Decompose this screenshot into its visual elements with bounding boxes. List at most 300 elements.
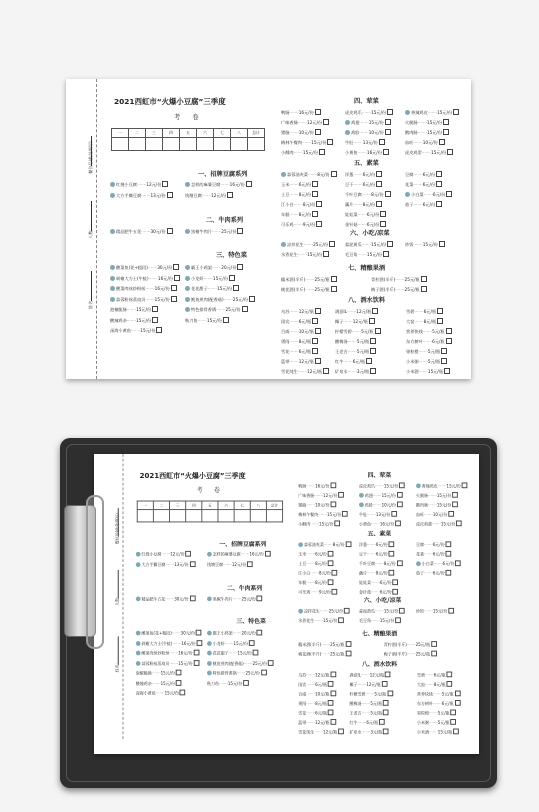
order-checkbox[interactable] bbox=[397, 502, 403, 508]
order-checkbox[interactable] bbox=[385, 191, 391, 197]
menu-item[interactable] bbox=[136, 561, 195, 567]
menu-item[interactable] bbox=[416, 492, 458, 498]
order-checkbox[interactable] bbox=[452, 502, 458, 508]
menu-item[interactable] bbox=[281, 251, 329, 257]
menu-item[interactable] bbox=[207, 680, 249, 686]
order-checkbox[interactable] bbox=[331, 276, 337, 282]
order-checkbox[interactable] bbox=[421, 286, 427, 292]
order-checkbox[interactable] bbox=[397, 560, 403, 566]
menu-item[interactable] bbox=[207, 670, 266, 676]
order-checkbox[interactable] bbox=[331, 171, 337, 177]
menu-item[interactable] bbox=[405, 241, 445, 247]
order-checkbox[interactable] bbox=[328, 579, 334, 585]
menu-item[interactable] bbox=[298, 579, 333, 585]
menu-item[interactable] bbox=[417, 681, 452, 687]
order-checkbox[interactable] bbox=[253, 650, 259, 656]
order-checkbox[interactable] bbox=[173, 264, 179, 270]
order-checkbox[interactable] bbox=[393, 589, 399, 595]
order-checkbox[interactable] bbox=[383, 149, 389, 155]
order-checkbox[interactable] bbox=[376, 171, 382, 177]
menu-item[interactable] bbox=[281, 241, 335, 247]
menu-item[interactable] bbox=[110, 327, 162, 333]
menu-item[interactable] bbox=[281, 149, 325, 155]
menu-item[interactable] bbox=[359, 483, 405, 489]
score-cell[interactable] bbox=[129, 138, 146, 151]
menu-item[interactable] bbox=[359, 570, 394, 576]
order-checkbox[interactable] bbox=[387, 691, 393, 697]
order-checkbox[interactable] bbox=[338, 617, 344, 623]
order-checkbox[interactable] bbox=[180, 690, 186, 696]
order-checkbox[interactable] bbox=[338, 729, 344, 735]
menu-item[interactable] bbox=[359, 511, 397, 517]
menu-item[interactable] bbox=[406, 368, 450, 374]
order-checkbox[interactable] bbox=[446, 541, 452, 547]
menu-item[interactable] bbox=[110, 296, 177, 302]
order-checkbox[interactable] bbox=[162, 181, 168, 187]
menu-item[interactable] bbox=[416, 541, 451, 547]
menu-item[interactable] bbox=[417, 719, 456, 725]
score-cell[interactable] bbox=[248, 138, 265, 151]
menu-item[interactable] bbox=[281, 221, 322, 227]
menu-item[interactable] bbox=[405, 171, 442, 177]
menu-item[interactable] bbox=[405, 119, 449, 125]
menu-item[interactable] bbox=[345, 119, 391, 125]
menu-item[interactable] bbox=[335, 348, 376, 354]
menu-item[interactable] bbox=[185, 285, 239, 291]
menu-item[interactable] bbox=[417, 691, 460, 697]
score-cell[interactable] bbox=[163, 138, 180, 151]
menu-item[interactable] bbox=[416, 560, 461, 566]
menu-item[interactable] bbox=[335, 368, 376, 374]
menu-item[interactable] bbox=[110, 192, 173, 198]
menu-item[interactable] bbox=[416, 502, 458, 508]
menu-item[interactable] bbox=[359, 617, 401, 623]
order-checkbox[interactable] bbox=[196, 630, 202, 636]
order-checkbox[interactable] bbox=[176, 680, 182, 686]
order-checkbox[interactable] bbox=[393, 579, 399, 585]
menu-item[interactable] bbox=[345, 171, 382, 177]
order-checkbox[interactable] bbox=[399, 483, 405, 489]
score-cell[interactable] bbox=[186, 510, 202, 522]
score-cell[interactable] bbox=[180, 138, 197, 151]
order-checkbox[interactable] bbox=[452, 492, 458, 498]
score-cell[interactable] bbox=[112, 138, 129, 151]
order-checkbox[interactable] bbox=[456, 521, 462, 527]
menu-item[interactable] bbox=[136, 690, 186, 696]
order-checkbox[interactable] bbox=[323, 119, 329, 125]
order-checkbox[interactable] bbox=[315, 358, 321, 364]
menu-item[interactable] bbox=[359, 502, 403, 508]
order-checkbox[interactable] bbox=[257, 596, 263, 602]
order-checkbox[interactable] bbox=[167, 228, 173, 234]
menu-item[interactable] bbox=[281, 318, 318, 324]
menu-item[interactable] bbox=[298, 570, 337, 576]
order-checkbox[interactable] bbox=[453, 729, 459, 735]
menu-item[interactable] bbox=[406, 338, 452, 344]
menu-item[interactable] bbox=[281, 286, 337, 292]
menu-item[interactable] bbox=[298, 641, 351, 647]
order-checkbox[interactable] bbox=[436, 201, 442, 207]
menu-item[interactable] bbox=[345, 191, 391, 197]
order-checkbox[interactable] bbox=[389, 570, 395, 576]
menu-item[interactable] bbox=[110, 275, 180, 281]
order-checkbox[interactable] bbox=[453, 109, 459, 115]
order-checkbox[interactable] bbox=[370, 348, 376, 354]
order-checkbox[interactable] bbox=[186, 551, 192, 557]
order-checkbox[interactable] bbox=[315, 308, 321, 314]
order-checkbox[interactable] bbox=[268, 660, 274, 666]
menu-item[interactable] bbox=[281, 328, 321, 334]
order-checkbox[interactable] bbox=[389, 541, 395, 547]
order-checkbox[interactable] bbox=[312, 211, 318, 217]
menu-item[interactable] bbox=[406, 358, 447, 364]
menu-item[interactable] bbox=[298, 710, 333, 716]
score-cell[interactable] bbox=[266, 510, 282, 522]
order-checkbox[interactable] bbox=[174, 275, 180, 281]
order-checkbox[interactable] bbox=[312, 181, 318, 187]
menu-item[interactable] bbox=[359, 579, 398, 585]
menu-item[interactable] bbox=[281, 308, 321, 314]
menu-item[interactable] bbox=[335, 338, 376, 344]
menu-item[interactable] bbox=[110, 317, 158, 323]
order-checkbox[interactable] bbox=[171, 285, 177, 291]
order-checkbox[interactable] bbox=[379, 719, 385, 725]
menu-item[interactable] bbox=[281, 211, 318, 217]
menu-item[interactable] bbox=[298, 483, 336, 489]
order-checkbox[interactable] bbox=[387, 109, 393, 115]
menu-item[interactable] bbox=[298, 511, 348, 517]
menu-item[interactable] bbox=[281, 358, 321, 364]
menu-item[interactable] bbox=[281, 338, 318, 344]
order-checkbox[interactable] bbox=[444, 368, 450, 374]
order-checkbox[interactable] bbox=[328, 551, 334, 557]
menu-item[interactable] bbox=[416, 570, 451, 576]
order-checkbox[interactable] bbox=[395, 617, 401, 623]
menu-item[interactable] bbox=[281, 139, 333, 145]
menu-item[interactable] bbox=[207, 551, 270, 557]
menu-item[interactable] bbox=[298, 551, 333, 557]
order-checkbox[interactable] bbox=[447, 149, 453, 155]
menu-item[interactable] bbox=[207, 596, 262, 602]
order-checkbox[interactable] bbox=[446, 338, 452, 344]
score-cell[interactable] bbox=[202, 510, 218, 522]
menu-item[interactable] bbox=[359, 521, 401, 527]
menu-item[interactable] bbox=[345, 221, 386, 227]
menu-item[interactable] bbox=[298, 651, 351, 657]
order-checkbox[interactable] bbox=[380, 211, 386, 217]
score-cell[interactable] bbox=[197, 138, 214, 151]
menu-item[interactable] bbox=[350, 681, 388, 687]
order-checkbox[interactable] bbox=[331, 286, 337, 292]
order-checkbox[interactable] bbox=[451, 719, 457, 725]
menu-item[interactable] bbox=[405, 109, 459, 115]
menu-item[interactable] bbox=[281, 129, 321, 135]
order-checkbox[interactable] bbox=[446, 191, 452, 197]
order-checkbox[interactable] bbox=[383, 710, 389, 716]
order-checkbox[interactable] bbox=[315, 129, 321, 135]
menu-item[interactable] bbox=[335, 358, 372, 364]
order-checkbox[interactable] bbox=[312, 191, 318, 197]
order-checkbox[interactable] bbox=[385, 672, 391, 678]
menu-item[interactable] bbox=[136, 680, 182, 686]
menu-item[interactable] bbox=[405, 139, 445, 145]
menu-item[interactable] bbox=[298, 521, 340, 527]
menu-item[interactable] bbox=[345, 181, 382, 187]
order-checkbox[interactable] bbox=[190, 596, 196, 602]
menu-item[interactable] bbox=[185, 181, 252, 187]
order-checkbox[interactable] bbox=[261, 670, 267, 676]
order-checkbox[interactable] bbox=[446, 328, 452, 334]
order-checkbox[interactable] bbox=[332, 570, 338, 576]
order-checkbox[interactable] bbox=[330, 502, 336, 508]
menu-item[interactable] bbox=[185, 317, 229, 323]
menu-item[interactable] bbox=[298, 502, 336, 508]
menu-item[interactable] bbox=[281, 276, 337, 282]
menu-item[interactable] bbox=[350, 700, 389, 706]
order-checkbox[interactable] bbox=[345, 641, 351, 647]
menu-item[interactable] bbox=[298, 617, 344, 623]
menu-item[interactable] bbox=[136, 660, 199, 666]
order-checkbox[interactable] bbox=[152, 317, 158, 323]
order-checkbox[interactable] bbox=[338, 492, 344, 498]
menu-item[interactable] bbox=[185, 296, 255, 302]
order-checkbox[interactable] bbox=[431, 641, 437, 647]
menu-item[interactable] bbox=[136, 640, 203, 646]
order-checkbox[interactable] bbox=[446, 570, 452, 576]
menu-item[interactable] bbox=[359, 560, 402, 566]
order-checkbox[interactable] bbox=[397, 492, 403, 498]
menu-item[interactable] bbox=[298, 541, 351, 547]
menu-item[interactable] bbox=[335, 308, 378, 314]
menu-item[interactable] bbox=[406, 328, 452, 334]
people-label-line[interactable] bbox=[118, 570, 119, 599]
order-checkbox[interactable] bbox=[436, 171, 442, 177]
menu-item[interactable] bbox=[345, 201, 382, 207]
order-checkbox[interactable] bbox=[246, 181, 252, 187]
order-checkbox[interactable] bbox=[455, 560, 461, 566]
order-checkbox[interactable] bbox=[369, 318, 375, 324]
order-checkbox[interactable] bbox=[319, 149, 325, 155]
order-checkbox[interactable] bbox=[395, 521, 401, 527]
menu-item[interactable] bbox=[405, 201, 442, 207]
unit-label-line[interactable] bbox=[118, 508, 119, 537]
order-checkbox[interactable] bbox=[330, 719, 336, 725]
menu-item[interactable] bbox=[359, 608, 405, 614]
order-checkbox[interactable] bbox=[330, 483, 336, 489]
order-checkbox[interactable] bbox=[370, 368, 376, 374]
order-checkbox[interactable] bbox=[370, 338, 376, 344]
score-cell[interactable] bbox=[214, 138, 231, 151]
menu-item[interactable] bbox=[416, 551, 451, 557]
order-checkbox[interactable] bbox=[345, 651, 351, 657]
order-checkbox[interactable] bbox=[447, 681, 453, 687]
menu-item[interactable] bbox=[350, 729, 389, 735]
order-checkbox[interactable] bbox=[249, 640, 255, 646]
menu-item[interactable] bbox=[207, 640, 255, 646]
order-checkbox[interactable] bbox=[332, 589, 338, 595]
order-checkbox[interactable] bbox=[380, 221, 386, 227]
order-checkbox[interactable] bbox=[399, 608, 405, 614]
score-cell[interactable] bbox=[231, 138, 248, 151]
order-checkbox[interactable] bbox=[446, 551, 452, 557]
menu-item[interactable] bbox=[417, 729, 459, 735]
order-checkbox[interactable] bbox=[316, 201, 322, 207]
order-checkbox[interactable] bbox=[342, 511, 348, 517]
order-checkbox[interactable] bbox=[441, 358, 447, 364]
order-checkbox[interactable] bbox=[327, 139, 333, 145]
order-checkbox[interactable] bbox=[382, 681, 388, 687]
order-checkbox[interactable] bbox=[328, 681, 334, 687]
menu-item[interactable] bbox=[345, 149, 389, 155]
order-checkbox[interactable] bbox=[247, 561, 253, 567]
name-label-line[interactable] bbox=[118, 636, 119, 665]
menu-item[interactable] bbox=[136, 551, 191, 557]
order-checkbox[interactable] bbox=[391, 511, 397, 517]
unit-label-line[interactable] bbox=[91, 136, 92, 166]
score-cell[interactable] bbox=[250, 510, 266, 522]
order-checkbox[interactable] bbox=[316, 221, 322, 227]
order-checkbox[interactable] bbox=[176, 670, 182, 676]
score-cell[interactable] bbox=[137, 510, 153, 522]
menu-item[interactable] bbox=[345, 109, 393, 115]
menu-item[interactable] bbox=[110, 306, 158, 312]
menu-item[interactable] bbox=[417, 710, 456, 716]
order-checkbox[interactable] bbox=[329, 241, 335, 247]
menu-item[interactable] bbox=[406, 308, 443, 314]
menu-item[interactable] bbox=[345, 129, 391, 135]
order-checkbox[interactable] bbox=[383, 729, 389, 735]
order-checkbox[interactable] bbox=[447, 672, 453, 678]
order-checkbox[interactable] bbox=[315, 328, 321, 334]
order-checkbox[interactable] bbox=[443, 119, 449, 125]
order-checkbox[interactable] bbox=[437, 308, 443, 314]
menu-item[interactable] bbox=[350, 719, 385, 725]
menu-item[interactable] bbox=[335, 318, 375, 324]
menu-item[interactable] bbox=[207, 630, 262, 636]
menu-item[interactable] bbox=[281, 109, 321, 115]
order-checkbox[interactable] bbox=[237, 264, 243, 270]
menu-item[interactable] bbox=[136, 650, 199, 656]
order-checkbox[interactable] bbox=[323, 251, 329, 257]
order-checkbox[interactable] bbox=[372, 308, 378, 314]
menu-item[interactable] bbox=[417, 700, 460, 706]
score-cell[interactable] bbox=[170, 510, 186, 522]
menu-item[interactable] bbox=[185, 275, 235, 281]
order-checkbox[interactable] bbox=[233, 285, 239, 291]
order-checkbox[interactable] bbox=[328, 560, 334, 566]
order-checkbox[interactable] bbox=[323, 368, 329, 374]
menu-item[interactable] bbox=[110, 285, 177, 291]
order-checkbox[interactable] bbox=[227, 192, 233, 198]
order-checkbox[interactable] bbox=[443, 129, 449, 135]
score-cell[interactable] bbox=[234, 510, 250, 522]
menu-item[interactable] bbox=[384, 651, 437, 657]
menu-item[interactable] bbox=[405, 191, 452, 197]
order-checkbox[interactable] bbox=[376, 201, 382, 207]
menu-item[interactable] bbox=[350, 710, 389, 716]
order-checkbox[interactable] bbox=[385, 129, 391, 135]
order-checkbox[interactable] bbox=[237, 228, 243, 234]
order-checkbox[interactable] bbox=[257, 630, 263, 636]
menu-item[interactable] bbox=[345, 251, 389, 257]
order-checkbox[interactable] bbox=[265, 551, 271, 557]
order-checkbox[interactable] bbox=[312, 338, 318, 344]
order-checkbox[interactable] bbox=[330, 672, 336, 678]
menu-item[interactable] bbox=[281, 348, 318, 354]
menu-item[interactable] bbox=[281, 368, 329, 374]
menu-item[interactable] bbox=[281, 171, 337, 177]
menu-item[interactable] bbox=[345, 241, 393, 247]
order-checkbox[interactable] bbox=[379, 139, 385, 145]
menu-item[interactable] bbox=[207, 660, 274, 666]
menu-item[interactable] bbox=[185, 228, 243, 234]
menu-item[interactable] bbox=[298, 719, 336, 725]
menu-item[interactable] bbox=[417, 672, 452, 678]
order-checkbox[interactable] bbox=[437, 318, 443, 324]
menu-item[interactable] bbox=[345, 211, 386, 217]
order-checkbox[interactable] bbox=[376, 181, 382, 187]
order-checkbox[interactable] bbox=[439, 139, 445, 145]
order-checkbox[interactable] bbox=[156, 327, 162, 333]
menu-item[interactable] bbox=[359, 551, 394, 557]
order-checkbox[interactable] bbox=[441, 348, 447, 354]
score-cell[interactable] bbox=[153, 510, 169, 522]
order-checkbox[interactable] bbox=[328, 700, 334, 706]
menu-item[interactable] bbox=[185, 264, 243, 270]
menu-item[interactable] bbox=[136, 630, 202, 636]
order-checkbox[interactable] bbox=[190, 561, 196, 567]
menu-item[interactable] bbox=[371, 286, 427, 292]
order-checkbox[interactable] bbox=[462, 483, 468, 489]
order-checkbox[interactable] bbox=[328, 710, 334, 716]
menu-item[interactable] bbox=[298, 608, 350, 614]
menu-item[interactable] bbox=[281, 181, 318, 187]
people-label-line[interactable] bbox=[91, 201, 92, 231]
menu-item[interactable] bbox=[405, 129, 449, 135]
menu-item[interactable] bbox=[406, 318, 443, 324]
order-checkbox[interactable] bbox=[171, 296, 177, 302]
order-checkbox[interactable] bbox=[167, 192, 173, 198]
score-cell[interactable] bbox=[146, 138, 163, 151]
order-checkbox[interactable] bbox=[330, 691, 336, 697]
menu-item[interactable] bbox=[335, 328, 381, 334]
menu-item[interactable] bbox=[298, 672, 336, 678]
order-checkbox[interactable] bbox=[197, 640, 203, 646]
menu-item[interactable] bbox=[298, 700, 333, 706]
order-checkbox[interactable] bbox=[455, 700, 461, 706]
order-checkbox[interactable] bbox=[375, 328, 381, 334]
menu-item[interactable] bbox=[345, 139, 385, 145]
order-checkbox[interactable] bbox=[312, 348, 318, 354]
order-checkbox[interactable] bbox=[334, 521, 340, 527]
order-checkbox[interactable] bbox=[315, 109, 321, 115]
order-checkbox[interactable] bbox=[345, 541, 351, 547]
order-checkbox[interactable] bbox=[152, 306, 158, 312]
order-checkbox[interactable] bbox=[436, 181, 442, 187]
menu-item[interactable] bbox=[281, 119, 329, 125]
order-checkbox[interactable] bbox=[448, 608, 454, 614]
order-checkbox[interactable] bbox=[431, 651, 437, 657]
order-checkbox[interactable] bbox=[389, 551, 395, 557]
menu-item[interactable] bbox=[281, 191, 318, 197]
order-checkbox[interactable] bbox=[451, 710, 457, 716]
menu-item[interactable] bbox=[185, 192, 233, 198]
order-checkbox[interactable] bbox=[242, 306, 248, 312]
menu-item[interactable] bbox=[350, 672, 391, 678]
order-checkbox[interactable] bbox=[448, 511, 454, 517]
order-checkbox[interactable] bbox=[385, 119, 391, 125]
menu-item[interactable] bbox=[298, 589, 337, 595]
